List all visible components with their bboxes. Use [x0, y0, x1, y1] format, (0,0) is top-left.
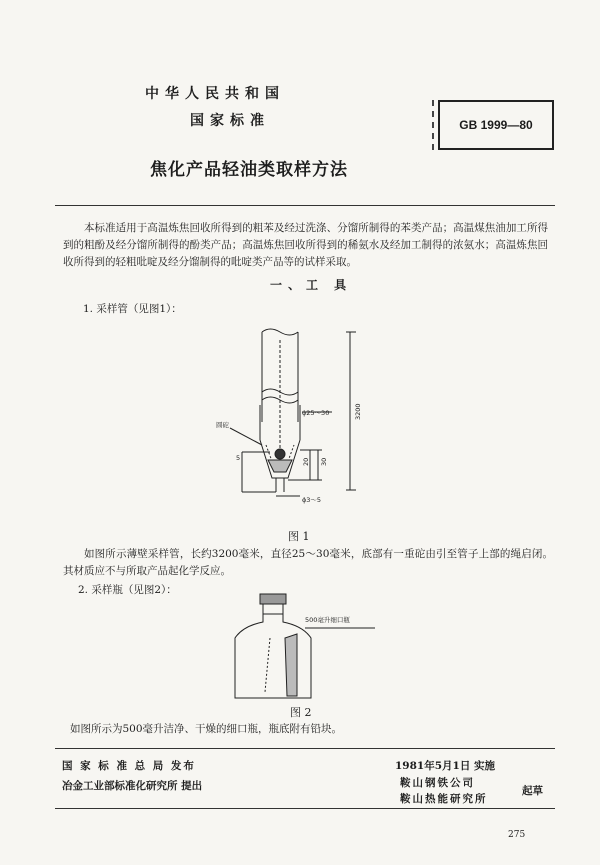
item-1-label: 1. 采样管（见图1）： — [83, 303, 182, 315]
issuer: 国 家 标 准 总 局 发布 — [62, 760, 196, 772]
figure-1-description: 如图所示薄壁采样管，长约3200毫米，直径25～30毫米，底部有一重砣由引至管子上部的绳启闭。其材质应不与所取产品起化学反应。 — [63, 548, 553, 577]
fig1-length-label: 3200 — [354, 403, 362, 420]
footer-bottom-rule — [55, 808, 555, 809]
page-number: 275 — [508, 830, 526, 840]
standard-type: 国家标准 — [190, 113, 270, 129]
fig1-h2-label: 30 — [320, 457, 328, 466]
standard-code: GB 1999—80 — [459, 118, 533, 132]
section-heading: 一、工 具 — [270, 278, 353, 292]
figure-1-caption: 图 1 — [288, 530, 310, 543]
fig1-h1-label: 20 — [302, 457, 310, 466]
standard-code-box — [432, 100, 554, 150]
fig1-dim5-label: 5 — [236, 454, 241, 462]
fig1-tip-label: ϕ3～5 — [302, 496, 322, 504]
figure-2-sampling-bottle — [225, 592, 395, 704]
proposer: 冶金工业部标准化研究所 提出 — [62, 780, 203, 792]
footer-rule — [55, 748, 555, 749]
document-title: 焦化产品轻油类取样方法 — [150, 160, 348, 180]
fig1-valve-label: 圆砣 — [216, 421, 229, 429]
fig2-bottle-label: 500毫升细口瓶 — [305, 616, 350, 624]
intro-paragraph: 本标准适用于高温炼焦回收所得到的粗苯及经过洗涤、分馏所制得的苯类产品；高温煤焦油加工所得到的粗酚及经分馏所制得的酚类产品；高温炼焦回收所得到的稀氨水及经加工制得的浓氨水；高温炼焦回收所得到的轻粗吡啶及经分馏制得的吡啶类产品等的试样采取。 — [63, 222, 548, 268]
figure-2-caption: 图 2 — [290, 706, 312, 719]
figure-2-description: 如图所示为500毫升洁净、干燥的细口瓶，瓶底附有铅块。 — [70, 723, 343, 735]
drafter-1: 鞍山钢铁公司 — [400, 777, 475, 789]
drafted-label: 起草 — [522, 785, 543, 797]
drafter-2: 鞍山热能研究所 — [400, 793, 488, 805]
figure-1-sampling-tube — [200, 320, 380, 520]
country-name: 中华人民共和国 — [145, 86, 285, 102]
header-rule — [55, 205, 555, 206]
item-2-label: 2. 采样瓶（见图2）： — [78, 584, 177, 596]
implementation-date: 1981年5月1日 实施 — [395, 760, 495, 772]
fig1-diameter-label: ϕ25～30 — [302, 409, 330, 417]
